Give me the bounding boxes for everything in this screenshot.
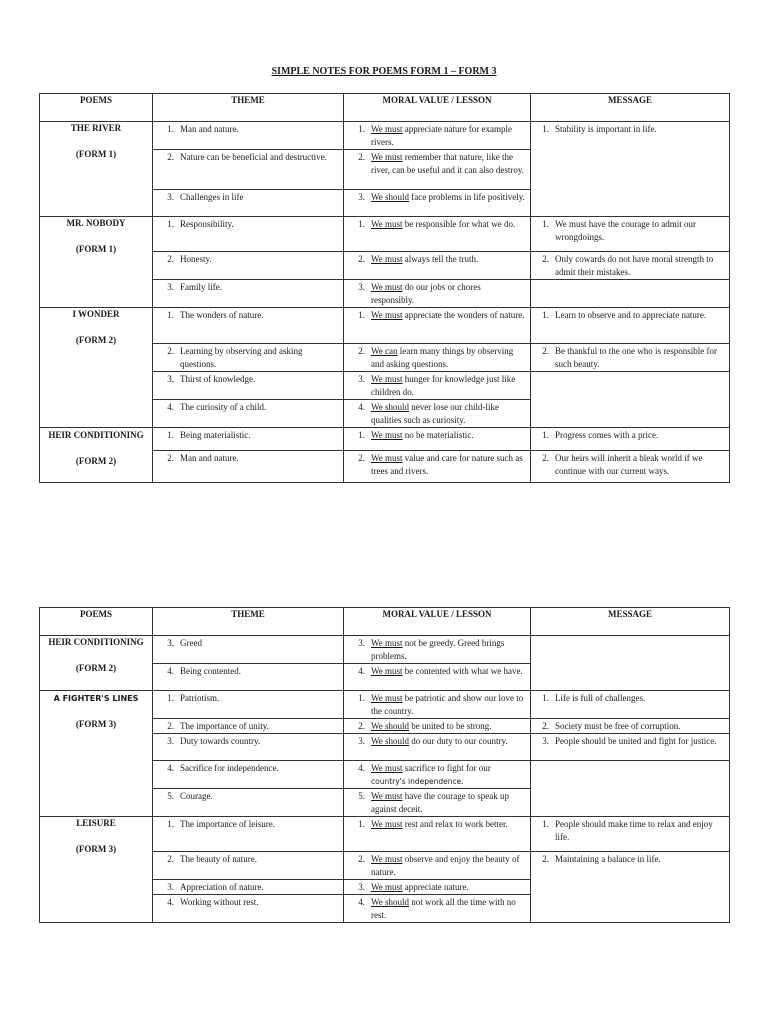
theme-cell: 1. Being materialistic. [153, 428, 344, 451]
theme-cell: 3. Greed [153, 636, 344, 664]
theme-cell: 1. Man and nature. [153, 122, 344, 150]
header-row [40, 608, 730, 636]
message-cell: 1. Stability is important in life. [531, 122, 730, 217]
header-theme: THEME [153, 608, 344, 636]
moral-cell: 1. We must appreciate the wonders of nature. [344, 308, 531, 344]
moral-cell: 1. We must be responsible for what we do. [344, 217, 531, 252]
moral-cell: 2. We must observe and enjoy the beauty of nature. [344, 852, 531, 880]
notes-table-2 [39, 607, 730, 923]
theme-cell: 3. Duty towards country. [153, 734, 344, 761]
message-cell: 1. Life is full of challenges. [531, 691, 730, 719]
theme-cell: 2. Man and nature. [153, 451, 344, 483]
table-row [40, 817, 730, 852]
moral-cell: 3. We must hunger for knowledge just like children do. [344, 372, 531, 400]
poem-cell [40, 691, 153, 817]
theme-cell: 5. Courage. [153, 789, 344, 817]
poem-cell [40, 636, 153, 691]
header-row [40, 94, 730, 122]
message-cell: 1. People should make time to relax and enjoy life. [531, 817, 730, 852]
poem-name: HEIR CONDITIONING [48, 637, 144, 647]
moral-cell: 4. We should never lose our child-like qualities such as curiosity. [344, 400, 531, 428]
moral-cell: 3. We must do our jobs or chores responsibly. [344, 280, 531, 308]
theme-cell: 3. Challenges in life [153, 190, 344, 217]
header-moral: MORAL VALUE / LESSON [344, 608, 531, 636]
message-cell [531, 372, 730, 428]
moral-cell: 4. We should not work all the time with no rest. [344, 895, 531, 923]
theme-cell: 2. Honesty. [153, 252, 344, 280]
moral-cell: 2. We should be united to be strong. [344, 719, 531, 734]
poem-form: (FORM 3) [75, 719, 117, 729]
theme-cell: 1. Responsibility. [153, 217, 344, 252]
header-message: MESSAGE [531, 94, 730, 122]
theme-cell: 2. Nature can be beneficial and destructive. [153, 150, 344, 190]
table-row [40, 428, 730, 451]
moral-cell: 3. We should do our duty to our country. [344, 734, 531, 761]
poem-name: MR. NOBODY [66, 218, 126, 228]
moral-cell: 2. We must remember that nature, like the river, can be useful and it can also destroy. [344, 150, 531, 190]
theme-cell: 2. Learning by observing and asking questions. [153, 344, 344, 372]
poem-form: (FORM 2) [75, 456, 117, 466]
theme-cell: 1. The wonders of nature. [153, 308, 344, 344]
poem-form: (FORM 2) [75, 335, 117, 345]
header-poems: POEMS [40, 608, 153, 636]
theme-cell: 1. Patriotism. [153, 691, 344, 719]
poem-name: LEISURE [76, 818, 116, 828]
moral-cell: 1. We must rest and relax to work better. [344, 817, 531, 852]
message-cell: 2. Society must be free of corruption. [531, 719, 730, 734]
theme-cell: 3. Appreciation of nature. [153, 880, 344, 895]
header-poems: POEMS [40, 94, 153, 122]
moral-cell: 3. We must not be greedy. Greed brings problems. [344, 636, 531, 664]
poem-form: (FORM 3) [75, 844, 117, 854]
message-cell: 2. Be thankful to the one who is responsible for such beauty. [531, 344, 730, 372]
poem-name: A FIGHTER'S LINES [53, 694, 139, 703]
theme-cell: 4. Working without rest. [153, 895, 344, 923]
moral-cell: 2. We must value and care for nature such as trees and rivers. [344, 451, 531, 483]
poem-form: (FORM 1) [75, 149, 117, 159]
poem-cell [40, 428, 153, 483]
header-theme: THEME [153, 94, 344, 122]
moral-cell: 5. We must have the courage to speak up against deceit. [344, 789, 531, 817]
poem-name: HEIR CONDITIONING [48, 430, 144, 440]
poem-name: THE RIVER [70, 123, 122, 133]
moral-cell: 3. We must appreciate nature. [344, 880, 531, 895]
message-cell: 3. People should be united and fight for justice. [531, 734, 730, 761]
theme-cell: 3. Family life. [153, 280, 344, 308]
moral-cell: 3. We should face problems in life positively. [344, 190, 531, 217]
poem-cell [40, 217, 153, 308]
message-cell [531, 280, 730, 308]
message-cell [531, 761, 730, 817]
poem-cell [40, 817, 153, 923]
poem-form: (FORM 1) [75, 244, 117, 254]
moral-cell: 2. We can learn many things by observing and asking questions. [344, 344, 531, 372]
table-row [40, 217, 730, 252]
message-cell [531, 636, 730, 691]
table-row [40, 691, 730, 719]
poem-cell [40, 308, 153, 428]
theme-cell: 1. The importance of leisure. [153, 817, 344, 852]
notes-table-1 [39, 93, 730, 483]
message-cell: 2. Maintaining a balance in life. [531, 852, 730, 923]
theme-cell: 2. The beauty of nature. [153, 852, 344, 880]
poem-name: I WONDER [72, 309, 120, 319]
theme-cell: 4. Being contented. [153, 664, 344, 691]
table-row [40, 636, 730, 664]
header-moral: MORAL VALUE / LESSON [344, 94, 531, 122]
moral-cell: 1. We must be patriotic and show our love to the country. [344, 691, 531, 719]
message-cell: 1. Learn to observe and to appreciate nature. [531, 308, 730, 344]
table-row [40, 122, 730, 150]
theme-cell: 3. Thirst of knowledge. [153, 372, 344, 400]
message-cell: 2. Our heirs will inherit a bleak world if we continue with our current ways. [531, 451, 730, 483]
poem-form: (FORM 2) [75, 663, 117, 673]
moral-cell: 2. We must always tell the truth. [344, 252, 531, 280]
moral-cell: 1. We must no be materialistic. [344, 428, 531, 451]
theme-cell: 2. The importance of unity. [153, 719, 344, 734]
message-cell: 1. We must have the courage to admit our wrongdoings. [531, 217, 730, 252]
moral-cell: 4. We must be contented with what we have. [344, 664, 531, 691]
moral-cell: 1. We must appreciate nature for example rivers. [344, 122, 531, 150]
header-message: MESSAGE [531, 608, 730, 636]
moral-cell: 4. We must sacrifice to fight for our country's independence. [344, 761, 531, 789]
theme-cell: 4. The curiosity of a child. [153, 400, 344, 428]
message-cell: 2. Only cowards do not have moral strength to admit their mistakes. [531, 252, 730, 280]
poem-cell [40, 122, 153, 217]
theme-cell: 4. Sacrifice for independence. [153, 761, 344, 789]
page-title: SIMPLE NOTES FOR POEMS FORM 1 – FORM 3 [271, 66, 497, 77]
message-cell: 1. Progress comes with a price. [531, 428, 730, 451]
table-row [40, 308, 730, 344]
